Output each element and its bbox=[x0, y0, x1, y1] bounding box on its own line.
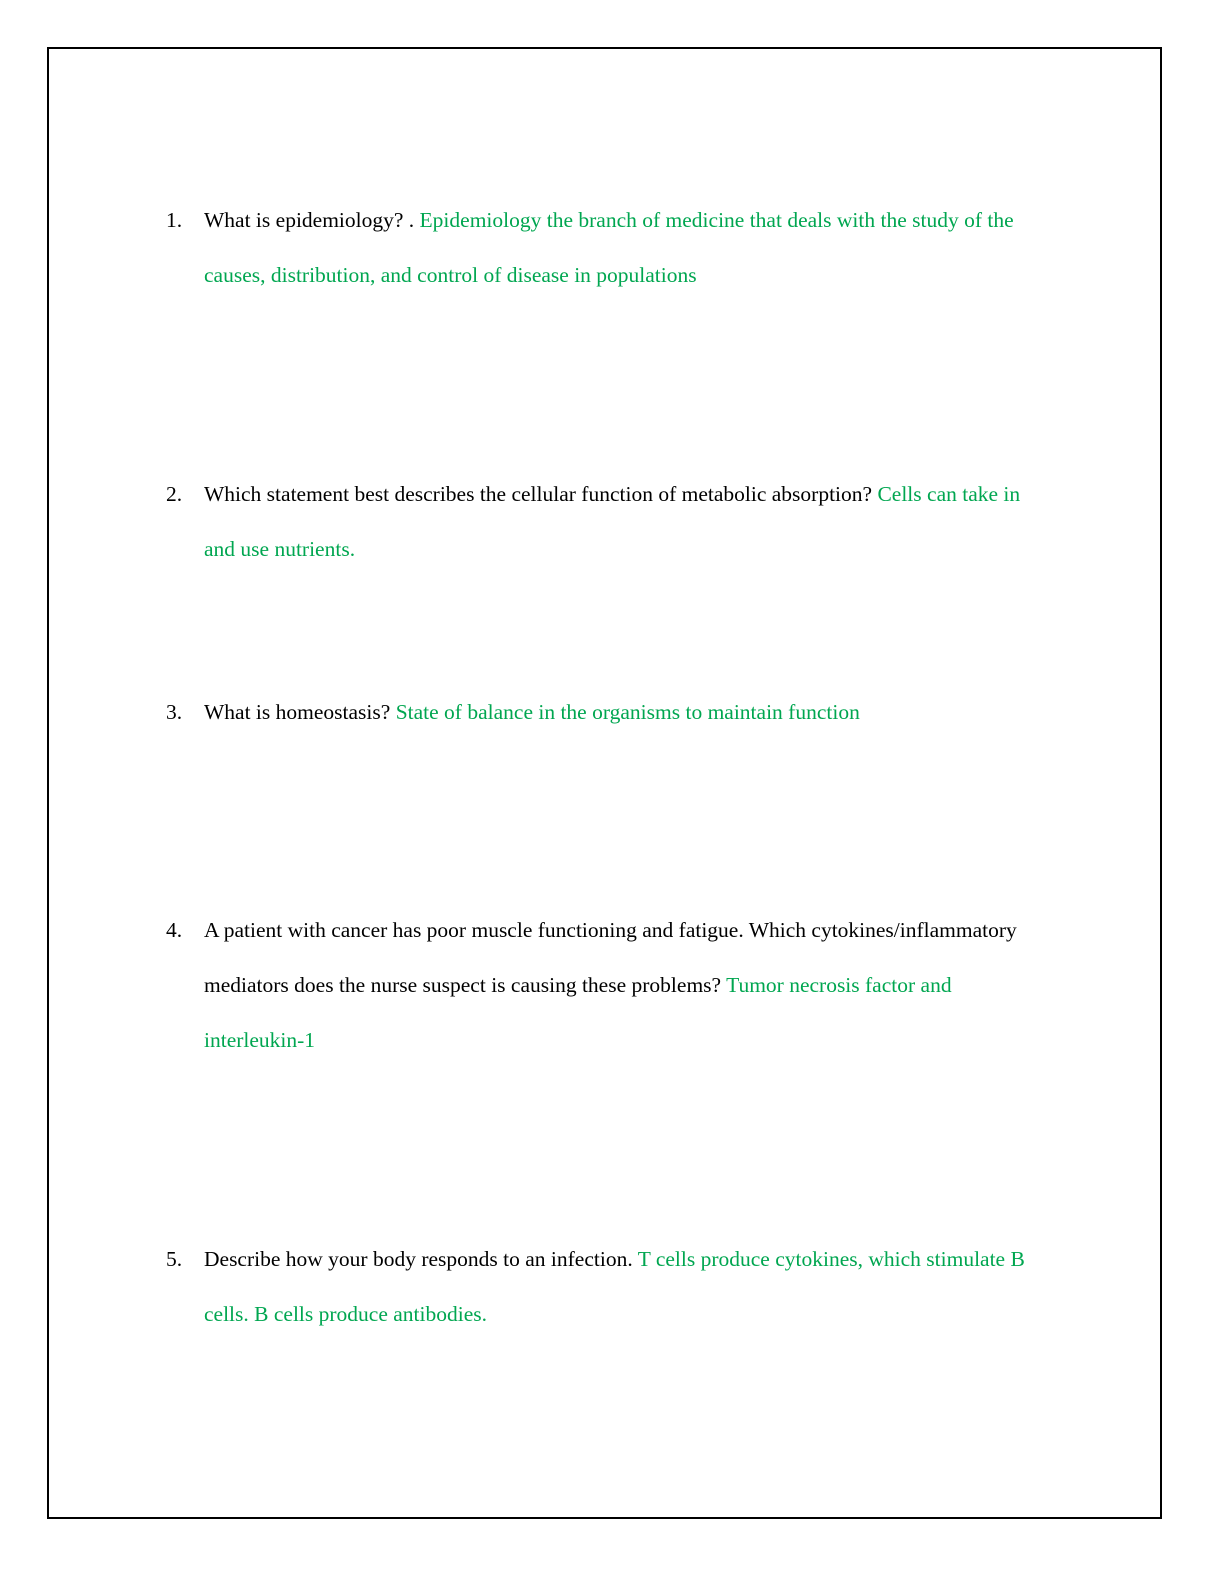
question-number: 4. bbox=[166, 918, 183, 942]
question-item-2 bbox=[166, 467, 1046, 577]
question-number: 2. bbox=[166, 482, 183, 506]
question-body bbox=[204, 903, 1046, 1068]
question-item-3 bbox=[166, 685, 1046, 740]
answer-text: Epidemiology the branch of medicine that deals with the study of the causes, distribution, and control of disease in populations bbox=[204, 208, 1014, 287]
question-text: What is epidemiology? . bbox=[204, 208, 420, 232]
question-text: Which statement best describes the cellular function of metabolic absorption? bbox=[204, 482, 878, 506]
question-number: 1. bbox=[166, 208, 183, 232]
answer-text: Cells can take in and use nutrients. bbox=[204, 482, 1021, 561]
question-number: 3. bbox=[166, 700, 183, 724]
question-text: Describe how your body responds to an infection. bbox=[204, 1247, 638, 1271]
question-body bbox=[204, 685, 1046, 740]
question-text: What is homeostasis? bbox=[204, 700, 396, 724]
answer-text: Tumor necrosis factor and interleukin-1 bbox=[204, 973, 952, 1052]
answer-text: State of balance in the organisms to maintain function bbox=[395, 700, 860, 724]
question-item-5 bbox=[166, 1232, 1046, 1342]
question-text: A patient with cancer has poor muscle functioning and fatigue. Which cytokines/inflammatory mediators does the nurse suspect is causing these problems? bbox=[204, 918, 1017, 997]
question-number: 5. bbox=[166, 1247, 183, 1271]
answer-text: T cells produce cytokines, which stimulate B cells. B cells produce antibodies. bbox=[204, 1247, 1025, 1326]
question-body bbox=[204, 467, 1046, 577]
question-item-4 bbox=[166, 903, 1046, 1068]
question-body bbox=[204, 1232, 1046, 1342]
question-item-1 bbox=[166, 193, 1046, 303]
question-body bbox=[204, 193, 1046, 303]
